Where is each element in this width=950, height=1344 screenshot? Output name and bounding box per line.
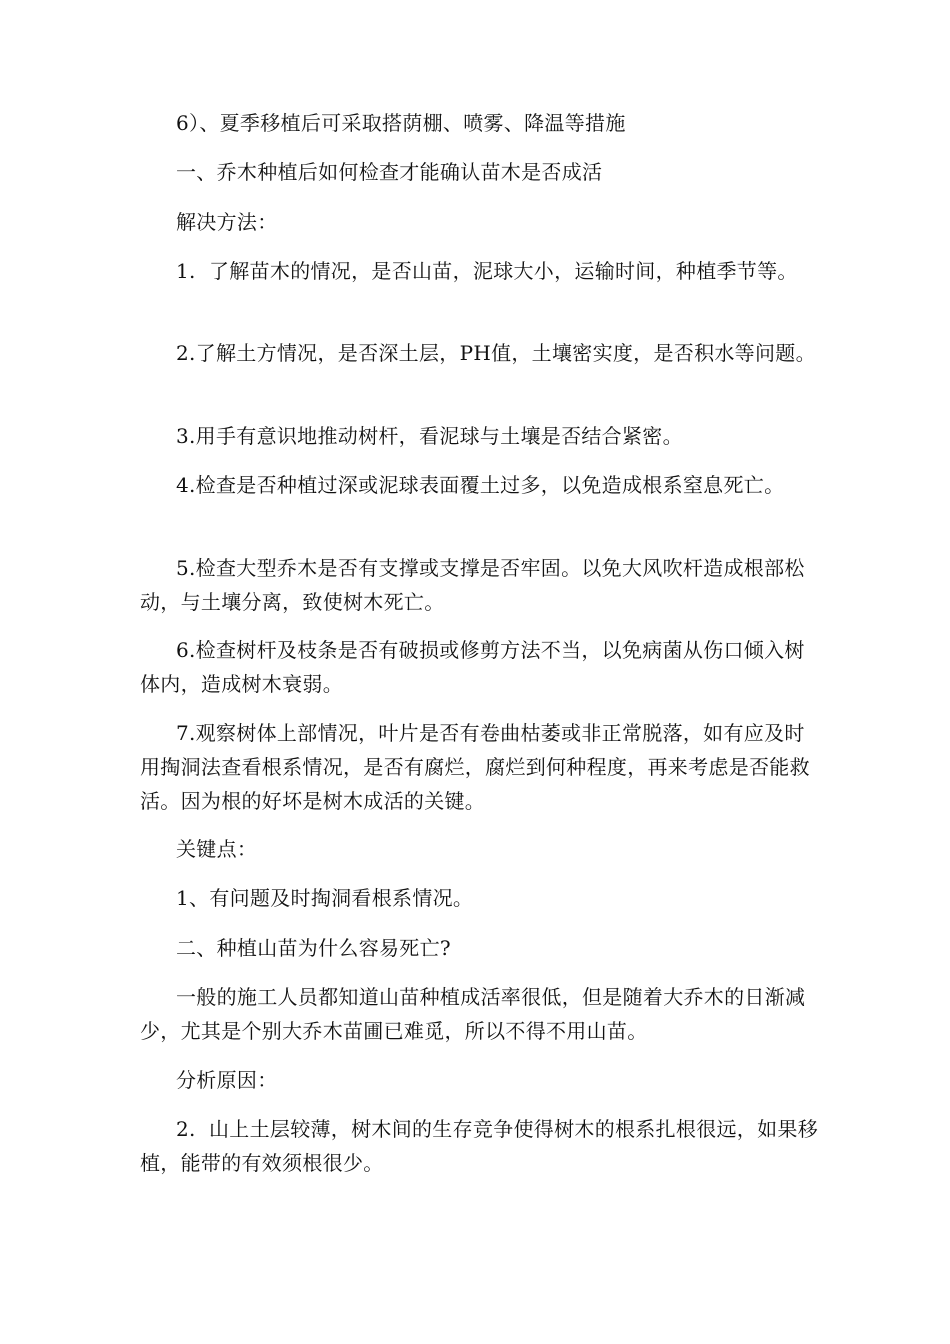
- label-analysis: 分析原因：: [176, 1068, 278, 1092]
- list-item-1: 1. 了解苗木的情况，是否山苗，泥球大小，运输时间，种植季节等。: [176, 259, 798, 283]
- list-item-2: 2.了解土方情况，是否深土层，PH值，土壤密实度，是否积水等问题。: [176, 341, 816, 365]
- paragraph-summer-measures: 6）、夏季移植后可采取搭荫棚、喷雾、降温等措施: [176, 111, 626, 135]
- list-item-6: 6.检查树杆及枝条是否有破损或修剪方法不当，以免病菌从伤口倾入树体内，造成树木衰弱。: [140, 638, 805, 696]
- paragraph-mountain-seedlings: 一般的施工人员都知道山苗种植成活率很低，但是随着大乔木的日渐减少，尤其是个别大乔木苗圃已难觅，所以不得不用山苗。: [140, 985, 806, 1043]
- heading-section-2: 二、种植山苗为什么容易死亡?: [176, 936, 451, 960]
- label-solution: 解决方法：: [176, 210, 278, 234]
- list-item-5: 5.检查大型乔木是否有支撑或支撑是否牢固。以免大风吹杆造成根部松动，与土壤分离，致使树木死亡。: [140, 556, 805, 614]
- list-item-3: 3.用手有意识地推动树杆，看泥球与土壤是否结合紧密。: [176, 424, 683, 448]
- heading-section-1: 一、乔木种植后如何检查才能确认苗木是否成活: [176, 160, 603, 184]
- list-item-7: 7.观察树体上部情况，叶片是否有卷曲枯萎或非正常脱落，如有应及时用掏洞法查看根系情况，是否有腐烂，腐烂到何种程度，再来考虑是否能救活。因为根的好坏是树木成活的关键。: [140, 721, 810, 813]
- list-item-4: 4.检查是否种植过深或泥球表面覆土过多，以免造成根系窒息死亡。: [176, 473, 785, 497]
- analysis-item-2: 2. 山上土层较薄，树木间的生存竞争使得树木的根系扎根很远，如果移植，能带的有效须根很少。: [140, 1117, 818, 1175]
- label-key-points: 关键点：: [176, 837, 258, 861]
- key-point-1: 1、有问题及时掏洞看根系情况。: [176, 886, 474, 910]
